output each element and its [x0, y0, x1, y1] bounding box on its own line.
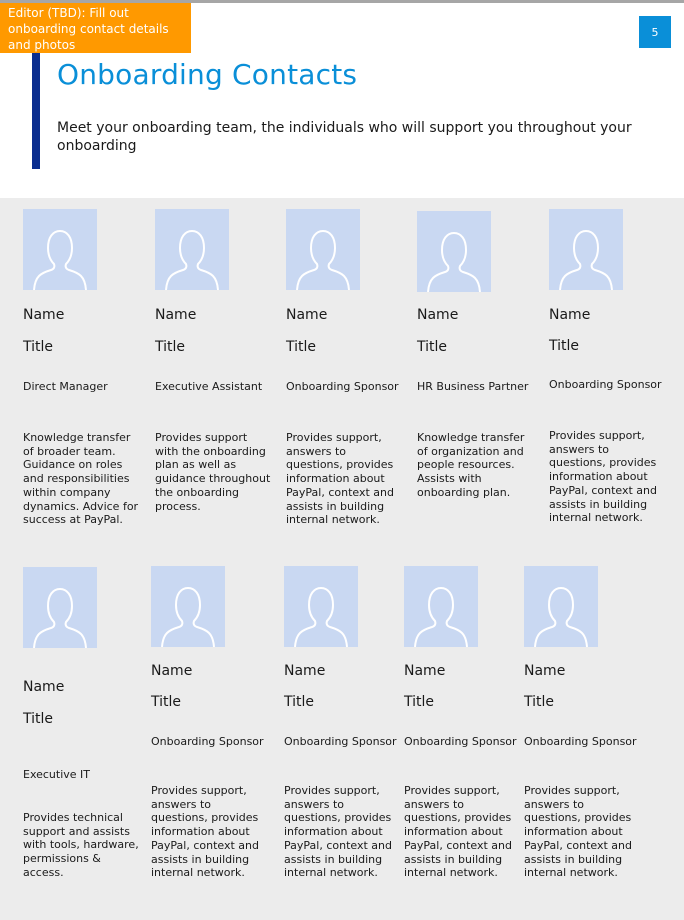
- contact-card: [417, 211, 545, 499]
- person-silhouette-icon: [413, 583, 469, 647]
- contact-title: Title: [23, 339, 54, 355]
- contact-card: [286, 209, 414, 527]
- contact-photo-placeholder: [417, 211, 491, 292]
- contact-card: [404, 566, 532, 880]
- contact-photo-placeholder: [286, 209, 360, 290]
- contact-photo-placeholder: [155, 209, 229, 290]
- page-title: Onboarding Contacts: [57, 58, 358, 91]
- person-silhouette-icon: [164, 226, 220, 290]
- contact-description: Provides support, answers to questions, provides information about PayPal, context and assists in building internal network.: [286, 431, 394, 527]
- contact-name: Name: [404, 663, 446, 679]
- contact-description: Knowledge transfer of organization and people resources. Assists with onboarding plan.: [417, 431, 525, 499]
- person-silhouette-icon: [160, 583, 216, 647]
- contact-role: Onboarding Sponsor: [286, 380, 399, 393]
- contact-description: Provides support, answers to questions, provides information about PayPal, context and assists in building internal network.: [151, 784, 259, 880]
- contact-name: Name: [286, 307, 328, 323]
- person-silhouette-icon: [558, 226, 614, 290]
- contact-photo-placeholder: [524, 566, 598, 647]
- contact-card: [151, 566, 279, 880]
- contact-description: Provides support, answers to questions, provides information about PayPal, context and assists in building internal network.: [284, 784, 392, 880]
- contact-description: Knowledge transfer of broader team. Guidance on roles and responsibilities within company dynamics. Advice for success at PayPal.: [23, 431, 139, 527]
- person-silhouette-icon: [533, 583, 589, 647]
- contact-role: HR Business Partner: [417, 380, 529, 393]
- person-silhouette-icon: [32, 226, 88, 290]
- contact-title: Title: [155, 339, 186, 355]
- contact-name: Name: [284, 663, 326, 679]
- person-silhouette-icon: [295, 226, 351, 290]
- person-silhouette-icon: [32, 584, 88, 648]
- person-silhouette-icon: [426, 228, 482, 292]
- contact-role: Onboarding Sponsor: [151, 735, 264, 748]
- contact-card: [23, 209, 151, 527]
- contact-card: [23, 567, 151, 879]
- contact-role: Direct Manager: [23, 380, 108, 393]
- contact-role: Executive IT: [23, 768, 91, 781]
- contact-name: Name: [23, 307, 65, 323]
- contact-photo-placeholder: [151, 566, 225, 647]
- contact-name: Name: [524, 663, 566, 679]
- contact-description: Provides support, answers to questions, provides information about PayPal, context and assists in building internal network.: [524, 784, 632, 880]
- contact-role: Onboarding Sponsor: [404, 735, 517, 748]
- contact-role: Onboarding Sponsor: [549, 378, 662, 391]
- contact-title: Title: [151, 694, 182, 710]
- contact-title: Title: [549, 338, 580, 354]
- contact-description: Provides support with the onboarding plan as well as guidance throughout the onboarding process.: [155, 431, 271, 513]
- contact-title: Title: [417, 339, 448, 355]
- contact-role: Onboarding Sponsor: [524, 735, 637, 748]
- contact-name: Name: [417, 307, 459, 323]
- contact-name: Name: [151, 663, 193, 679]
- title-accent-bar: [32, 52, 40, 169]
- intro-text: Meet your onboarding team, the individuals who will support you throughout your onboarding: [57, 120, 632, 154]
- contact-photo-placeholder: [284, 566, 358, 647]
- contact-role: Onboarding Sponsor: [284, 735, 397, 748]
- contact-role: Executive Assistant: [155, 380, 263, 393]
- contact-card: [549, 209, 677, 525]
- contact-name: Name: [549, 307, 591, 323]
- contact-name: Name: [23, 679, 65, 695]
- contact-photo-placeholder: [23, 209, 97, 290]
- contact-title: Title: [286, 339, 317, 355]
- contact-description: Provides technical support and assists with tools, hardware, permissions & access.: [23, 811, 139, 879]
- contact-title: Title: [284, 694, 315, 710]
- contact-photo-placeholder: [23, 567, 97, 648]
- contact-card: [524, 566, 652, 880]
- contact-name: Name: [155, 307, 197, 323]
- contact-title: Title: [404, 694, 435, 710]
- page-number-badge: 5: [639, 16, 671, 48]
- contact-title: Title: [23, 711, 54, 727]
- contact-description: Provides support, answers to questions, provides information about PayPal, context and assists in building internal network.: [404, 784, 512, 880]
- contact-card: [284, 566, 412, 880]
- person-silhouette-icon: [293, 583, 349, 647]
- contact-photo-placeholder: [404, 566, 478, 647]
- contact-photo-placeholder: [549, 209, 623, 290]
- contact-title: Title: [524, 694, 555, 710]
- editor-note: Editor (TBD): Fill out onboarding contact details and photos: [0, 3, 191, 53]
- contact-card: [155, 209, 283, 513]
- contact-description: Provides support, answers to questions, provides information about PayPal, context and assists in building internal network.: [549, 429, 657, 525]
